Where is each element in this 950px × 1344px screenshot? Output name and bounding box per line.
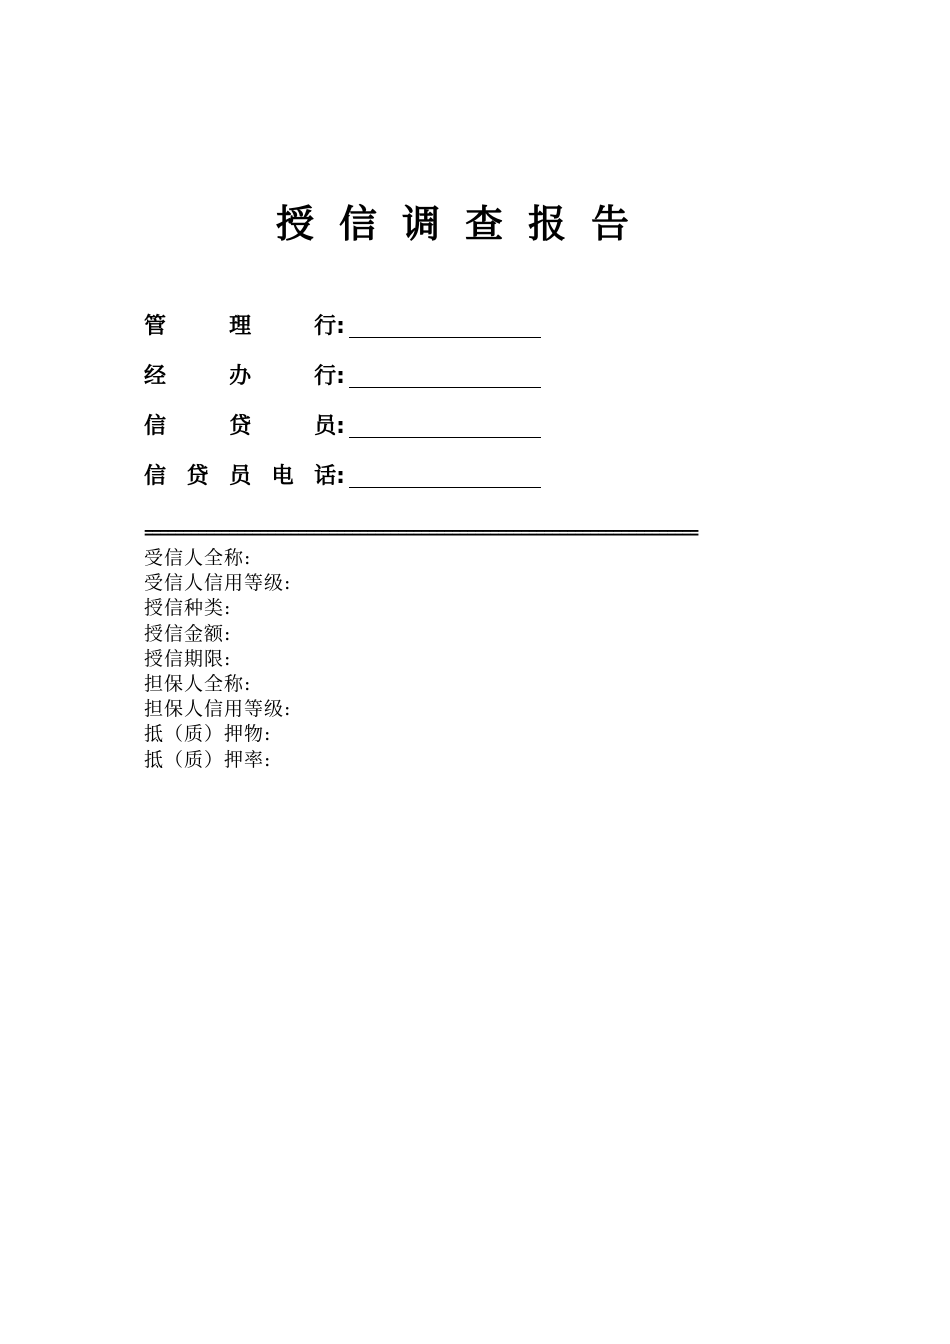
label-char-last: 话: bbox=[314, 464, 345, 489]
field-row-credit-officer bbox=[144, 406, 541, 442]
info-item-collateral: 抵（质）押物: bbox=[144, 723, 272, 746]
field-label bbox=[144, 308, 345, 342]
label-char: 员 bbox=[229, 464, 252, 489]
credit-officer-blank[interactable] bbox=[349, 407, 541, 438]
info-list bbox=[144, 546, 291, 773]
officer-phone-blank[interactable] bbox=[349, 457, 541, 488]
field-label bbox=[144, 358, 345, 392]
label-char: 理 bbox=[229, 314, 252, 339]
info-item-borrower-rating: 受信人信用等级: bbox=[144, 572, 292, 595]
label-char: 贷 bbox=[186, 464, 209, 489]
info-item-credit-term: 授信期限: bbox=[144, 647, 232, 670]
info-item-credit-amount: 授信金额: bbox=[144, 622, 232, 645]
label-char-last: 员: bbox=[314, 414, 345, 439]
label-char: 贷 bbox=[229, 414, 252, 439]
field-label bbox=[144, 458, 345, 492]
page-title: 授信调查报告 bbox=[275, 202, 654, 246]
managing-branch-blank[interactable] bbox=[349, 307, 541, 338]
label-char: 管 bbox=[144, 314, 167, 339]
label-char: 信 bbox=[144, 464, 167, 489]
label-char: 经 bbox=[144, 364, 167, 389]
field-row-handling-branch bbox=[144, 356, 541, 392]
field-row-managing-branch bbox=[144, 306, 541, 342]
field-row-officer-phone bbox=[144, 456, 541, 492]
info-item-collateral-ratio: 抵（质）押率: bbox=[144, 748, 272, 771]
info-item-borrower-name: 受信人全称: bbox=[144, 547, 252, 569]
separator-line: ======================================================================== bbox=[144, 523, 698, 542]
handling-branch-blank[interactable] bbox=[349, 357, 541, 388]
label-char-last: 行: bbox=[314, 314, 345, 339]
label-char: 信 bbox=[144, 414, 167, 439]
info-item-guarantor-name: 担保人全称: bbox=[144, 673, 252, 696]
label-char: 办 bbox=[229, 364, 252, 389]
label-char: 电 bbox=[271, 464, 294, 489]
info-item-guarantor-rating: 担保人信用等级: bbox=[144, 698, 292, 721]
field-label bbox=[144, 408, 345, 442]
info-item-credit-type: 授信种类: bbox=[144, 597, 232, 620]
label-char-last: 行: bbox=[314, 364, 345, 389]
